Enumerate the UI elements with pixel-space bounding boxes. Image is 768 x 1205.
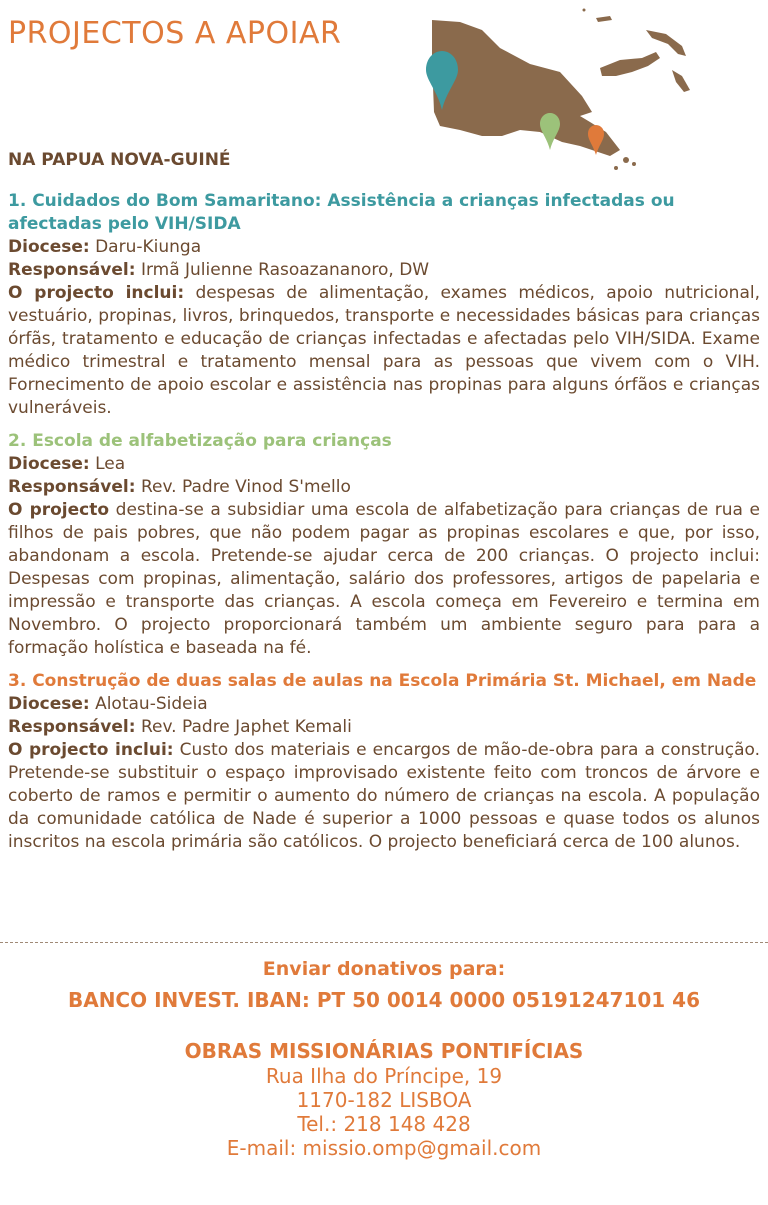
project-description [8,499,760,660]
diocese-value: Daru-Kiunga [95,237,202,257]
papua-new-guinea-map [420,0,720,200]
island-new-ireland [646,30,686,56]
phone-line: Tel.: 218 148 428 [297,1112,471,1136]
project-item [8,190,760,420]
responsible-value: Rev. Padre Japhet Kemali [140,717,352,737]
description-text: despesas de alimentação, exames médicos, apoio nutricional, vestuário, propinas, livros, brinquedos, transporte e necessidades básicas para crianças órfãs, tratamento e educação de crianças infectadas e afectadas pelo VIH/SIDA. Exame médico trimestral e tratamento mensal para as pessoas que vivem com o VIH. Fornecimento de apoio escolar e assistência nas propinas para alguns órfãos e crianças vulneráveis. [8,283,760,418]
send-donations-label: Enviar donativos para: [262,958,506,980]
project-item [8,430,760,660]
address-line: Rua Ilha do Príncipe, 19 [265,1064,503,1088]
small-island [632,162,636,166]
project-diocese [8,236,760,259]
island-bougainville [672,70,690,92]
project-description [8,739,760,854]
organization-name: OBRAS MISSIONÁRIAS PONTIFÍCIAS [184,1039,584,1063]
project-description [8,282,760,420]
description-text: destina-se a subsidiar uma escola de alfabetização para crianças de rua e filhos de pais pobres, que não podem pagar as propinas escolares e que, por isso, abandonam a escola. Pretende-se ajudar cerca de 200 crianças. O projecto inclui: Despesas com propinas, alimentação, salário dos professores, artigos de papelaria e impressão e transporte das crianças. A escola começa em Fevereiro e termina em Novembro. O projecto proporcionará também um ambiente seguro para para a formação holística e baseada na fé. [8,500,761,658]
responsible-label: Responsável: [8,717,136,737]
island-manus [596,16,612,22]
small-island [614,166,618,170]
island-new-britain [600,52,660,76]
responsible-value: Irmã Julienne Rasoazananoro, DW [140,260,430,280]
diocese-value: Alotau-Sideia [95,694,208,714]
project-title: 2. Escola de alfabetização para crianças [8,431,392,451]
responsible-label: Responsável: [8,477,136,497]
project-responsible [8,716,760,739]
description-text: Custo dos materiais e encargos de mão-de-obra para a construção. Pretende-se substituir o espaço improvisado existente feito com troncos de árvore e coberto de ramos e permitir o aumento do número de crianças na escola. A população da comunidade católica de Nade é superior a 1000 pessoas e quase todos os alunos inscritos na escola primária são católicos. O projecto beneficiará cerca de 100 alunos. [8,740,760,852]
country-heading: NA PAPUA NOVA-GUINÉ [8,150,231,170]
small-island [623,157,629,163]
description-label: O projecto [8,500,110,520]
bank-iban: BANCO INVEST. IBAN: PT 50 0014 0000 05191247101 46 [67,988,701,1012]
page-title: PROJECTOS A APOIAR [8,16,342,51]
responsible-value: Rev. Padre Vinod S'mello [140,477,351,497]
diocese-label: Diocese: [8,694,90,714]
description-label: O projecto inclui: [8,740,174,760]
donation-footer [0,956,768,1160]
marker-green-icon [540,113,560,150]
diocese-label: Diocese: [8,454,90,474]
project-responsible [8,476,760,499]
project-diocese [8,693,760,716]
dashed-divider [0,942,768,943]
description-label: O projecto inclui: [8,283,185,303]
projects-list [8,190,760,864]
project-diocese [8,453,760,476]
diocese-value: Lea [95,454,126,474]
project-item [8,670,760,854]
email-link[interactable]: E-mail: missio.omp@gmail.com [226,1136,542,1160]
diocese-label: Diocese: [8,237,90,257]
responsible-label: Responsável: [8,260,136,280]
postal-line: 1170-182 LISBOA [296,1088,472,1112]
small-island [583,9,586,12]
project-title: 3. Construção de duas salas de aulas na Escola Primária St. Michael, em Nade [8,671,757,691]
project-title: 1. Cuidados do Bom Samaritano: Assistência a crianças infectadas ou afectadas pelo VIH/SIDA [8,191,675,234]
project-responsible [8,259,760,282]
